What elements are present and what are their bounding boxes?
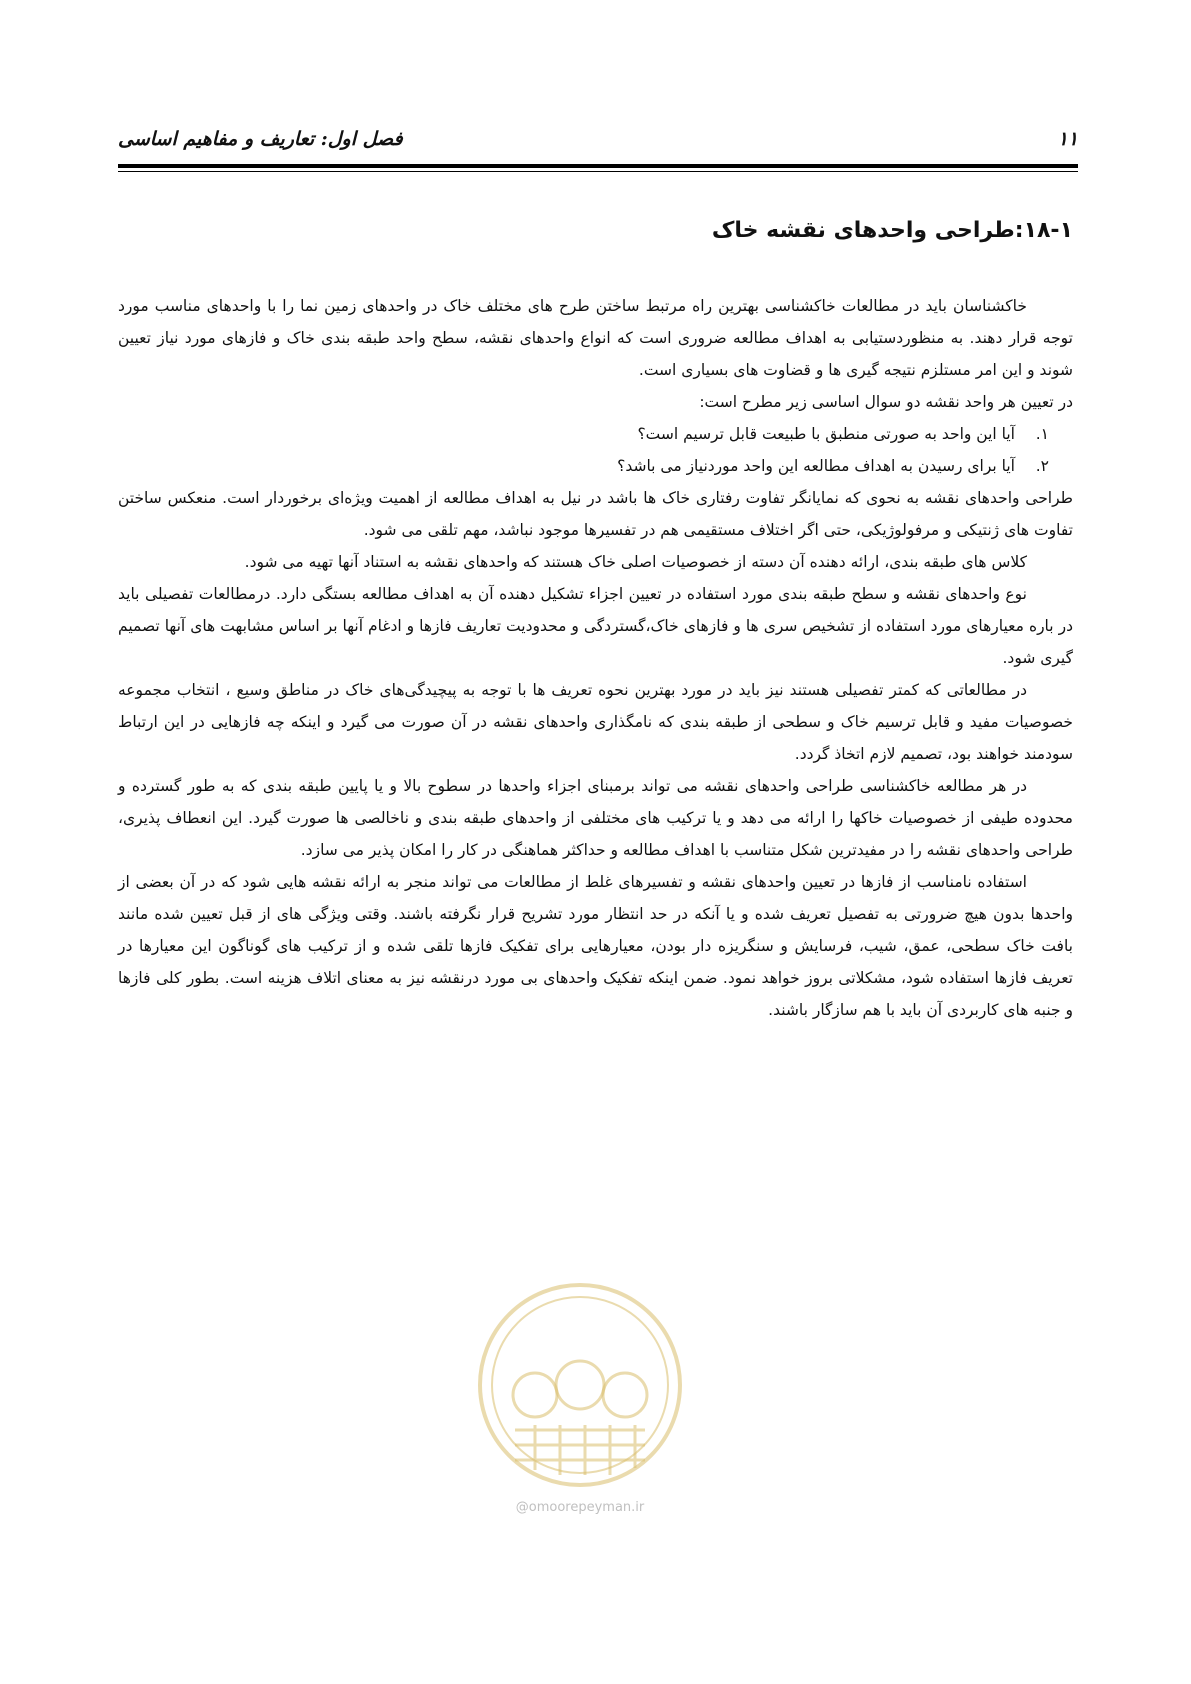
- header-rule-thick: [118, 164, 1078, 168]
- chapter-title: فصل اول: تعاریف و مفاهیم اساسی: [118, 128, 403, 150]
- paragraph-1: خاکشناسان باید در مطالعات خاکشناسی بهترین راه مرتبط ساختن طرح های مختلف خاک در واحدهای زمین نما را با واحدهای مناسب مورد توجه قرار دهند. به منظوردستیابی به اهداف مطالعه ضروری است که انواع واحدهای نقشه، سطح واحد طبقه بندی خاک و فازهای مورد نیاز تعیین شوند و این امر مستلزم نتیجه گیری ها و قضاوت های بسیاری است.: [118, 297, 1073, 379]
- list-number: ۲.: [1035, 457, 1049, 475]
- watermark-logo: [465, 1280, 695, 1580]
- list-item-1: [118, 418, 1073, 450]
- watermark-url: @omoorepeyman.ir: [515, 1500, 645, 1515]
- page-number: ۱۱: [1057, 128, 1078, 150]
- paragraph-8: استفاده نامناسب از فازها در تعیین واحدهای نقشه و تفسیرهای غلط از مطالعات می تواند منجر به ارائه نقشه هایی شود که در آن بعضی از واحدها بدون هیچ ضرورتی به تفصیل تعریف شده و یا آنکه در حد انتظار مورد تشریح قرار نگرفته باشند. وقتی ویژگی های از قبل تعیین شده مانند بافت خاک سطحی، عمق، شیب، فرسایش و سنگریزه دار بودن، معیارهایی برای تفکیک فازها تلقی شده و از ترکیب های گوناگون این معیارها در تعریف فازها استفاده شود، مشکلاتی بروز خواهد نمود. ضمن اینکه تفکیک واحدهای بی مورد درنقشه نیز به معنای اتلاف هزینه است. بطور کلی فازها و جنبه های کاربردی آن باید با هم سازگار باشند.: [118, 873, 1073, 1019]
- page-header: [118, 128, 1078, 164]
- section-heading: ۱۸-۱:طراحی واحدهای نقشه خاک: [711, 218, 1073, 243]
- body-text: [118, 290, 1073, 1026]
- paragraph-7: در هر مطالعه خاکشناسی طراحی واحدهای نقشه می تواند برمبنای اجزاء واحدها در سطوح بالا و یا پایین طبقه بندی که به طور گسترده و محدوده طیفی از خصوصیات خاکها را ارائه می دهد و یا ترکیب های مختلفی از واحدهای طبقه بندی و ناخالصی ها صورت گیرد. این انعطاف پذیری، طراحی واحدهای نقشه را در مفیدترین شکل متناسب با اهداف مطالعه و حداکثر هماهنگی در کار را امکان پذیر می سازد.: [118, 777, 1073, 859]
- list-number: ۱.: [1035, 425, 1049, 443]
- list-text: آیا این واحد به صورتی منطبق با طبیعت قابل ترسیم است؟: [637, 425, 1015, 443]
- paragraph-3: طراحی واحدهای نقشه به نحوی که نمایانگر تفاوت رفتاری خاک ها باشد در نیل به اهداف مطالعه از اهمیت ویژه‌ای برخوردار است. منعکس ساختن تفاوت های ژنتیکی و مرفولوژیکی، حتی اگر اختلاف مستقیمی هم در تفسیرها موجود نباشد، مهم تلقی می شود.: [118, 489, 1073, 539]
- paragraph-4: کلاس های طبقه بندی، ارائه دهنده آن دسته از خصوصیات اصلی خاک هستند که واحدهای نقشه به استناد آنها تهیه می شود.: [244, 553, 1027, 571]
- paragraph-6: در مطالعاتی که کمتر تفصیلی هستند نیز باید در مورد بهترین نحوه تعریف ها با توجه به پیچیدگی‌های خاک در مناطق وسیع ، انتخاب مجموعه خصوصیات مفید و قابل ترسیم خاک و سطحی از طبقه بندی که نامگذاری واحدهای نقشه در آن صورت می گیرد و اینکه چه فازهایی در این ارتباط سودمند خواهند بود، تصمیم لازم اتخاذ گردد.: [118, 681, 1073, 763]
- seal-icon: [465, 1280, 695, 1495]
- list-text: آیا برای رسیدن به اهداف مطالعه این واحد موردنیاز می باشد؟: [617, 457, 1015, 475]
- list-item-2: [118, 450, 1073, 482]
- paragraph-5: نوع واحدهای نقشه و سطح طبقه بندی مورد استفاده در تعیین اجزاء تشکیل دهنده آن به اهداف مطالعه بستگی دارد. درمطالعات تفصیلی باید در باره معیارهای مورد استفاده از تشخیص سری ها و فازهای خاک،گستردگی و محدودیت تعاریف فازها و ادغام آنها بر اساس مشابهت های آنها تصمیم گیری شود.: [118, 585, 1073, 667]
- header-rule-thin: [118, 171, 1078, 172]
- paragraph-2: در تعیین هر واحد نقشه دو سوال اساسی زیر مطرح است:: [699, 393, 1073, 411]
